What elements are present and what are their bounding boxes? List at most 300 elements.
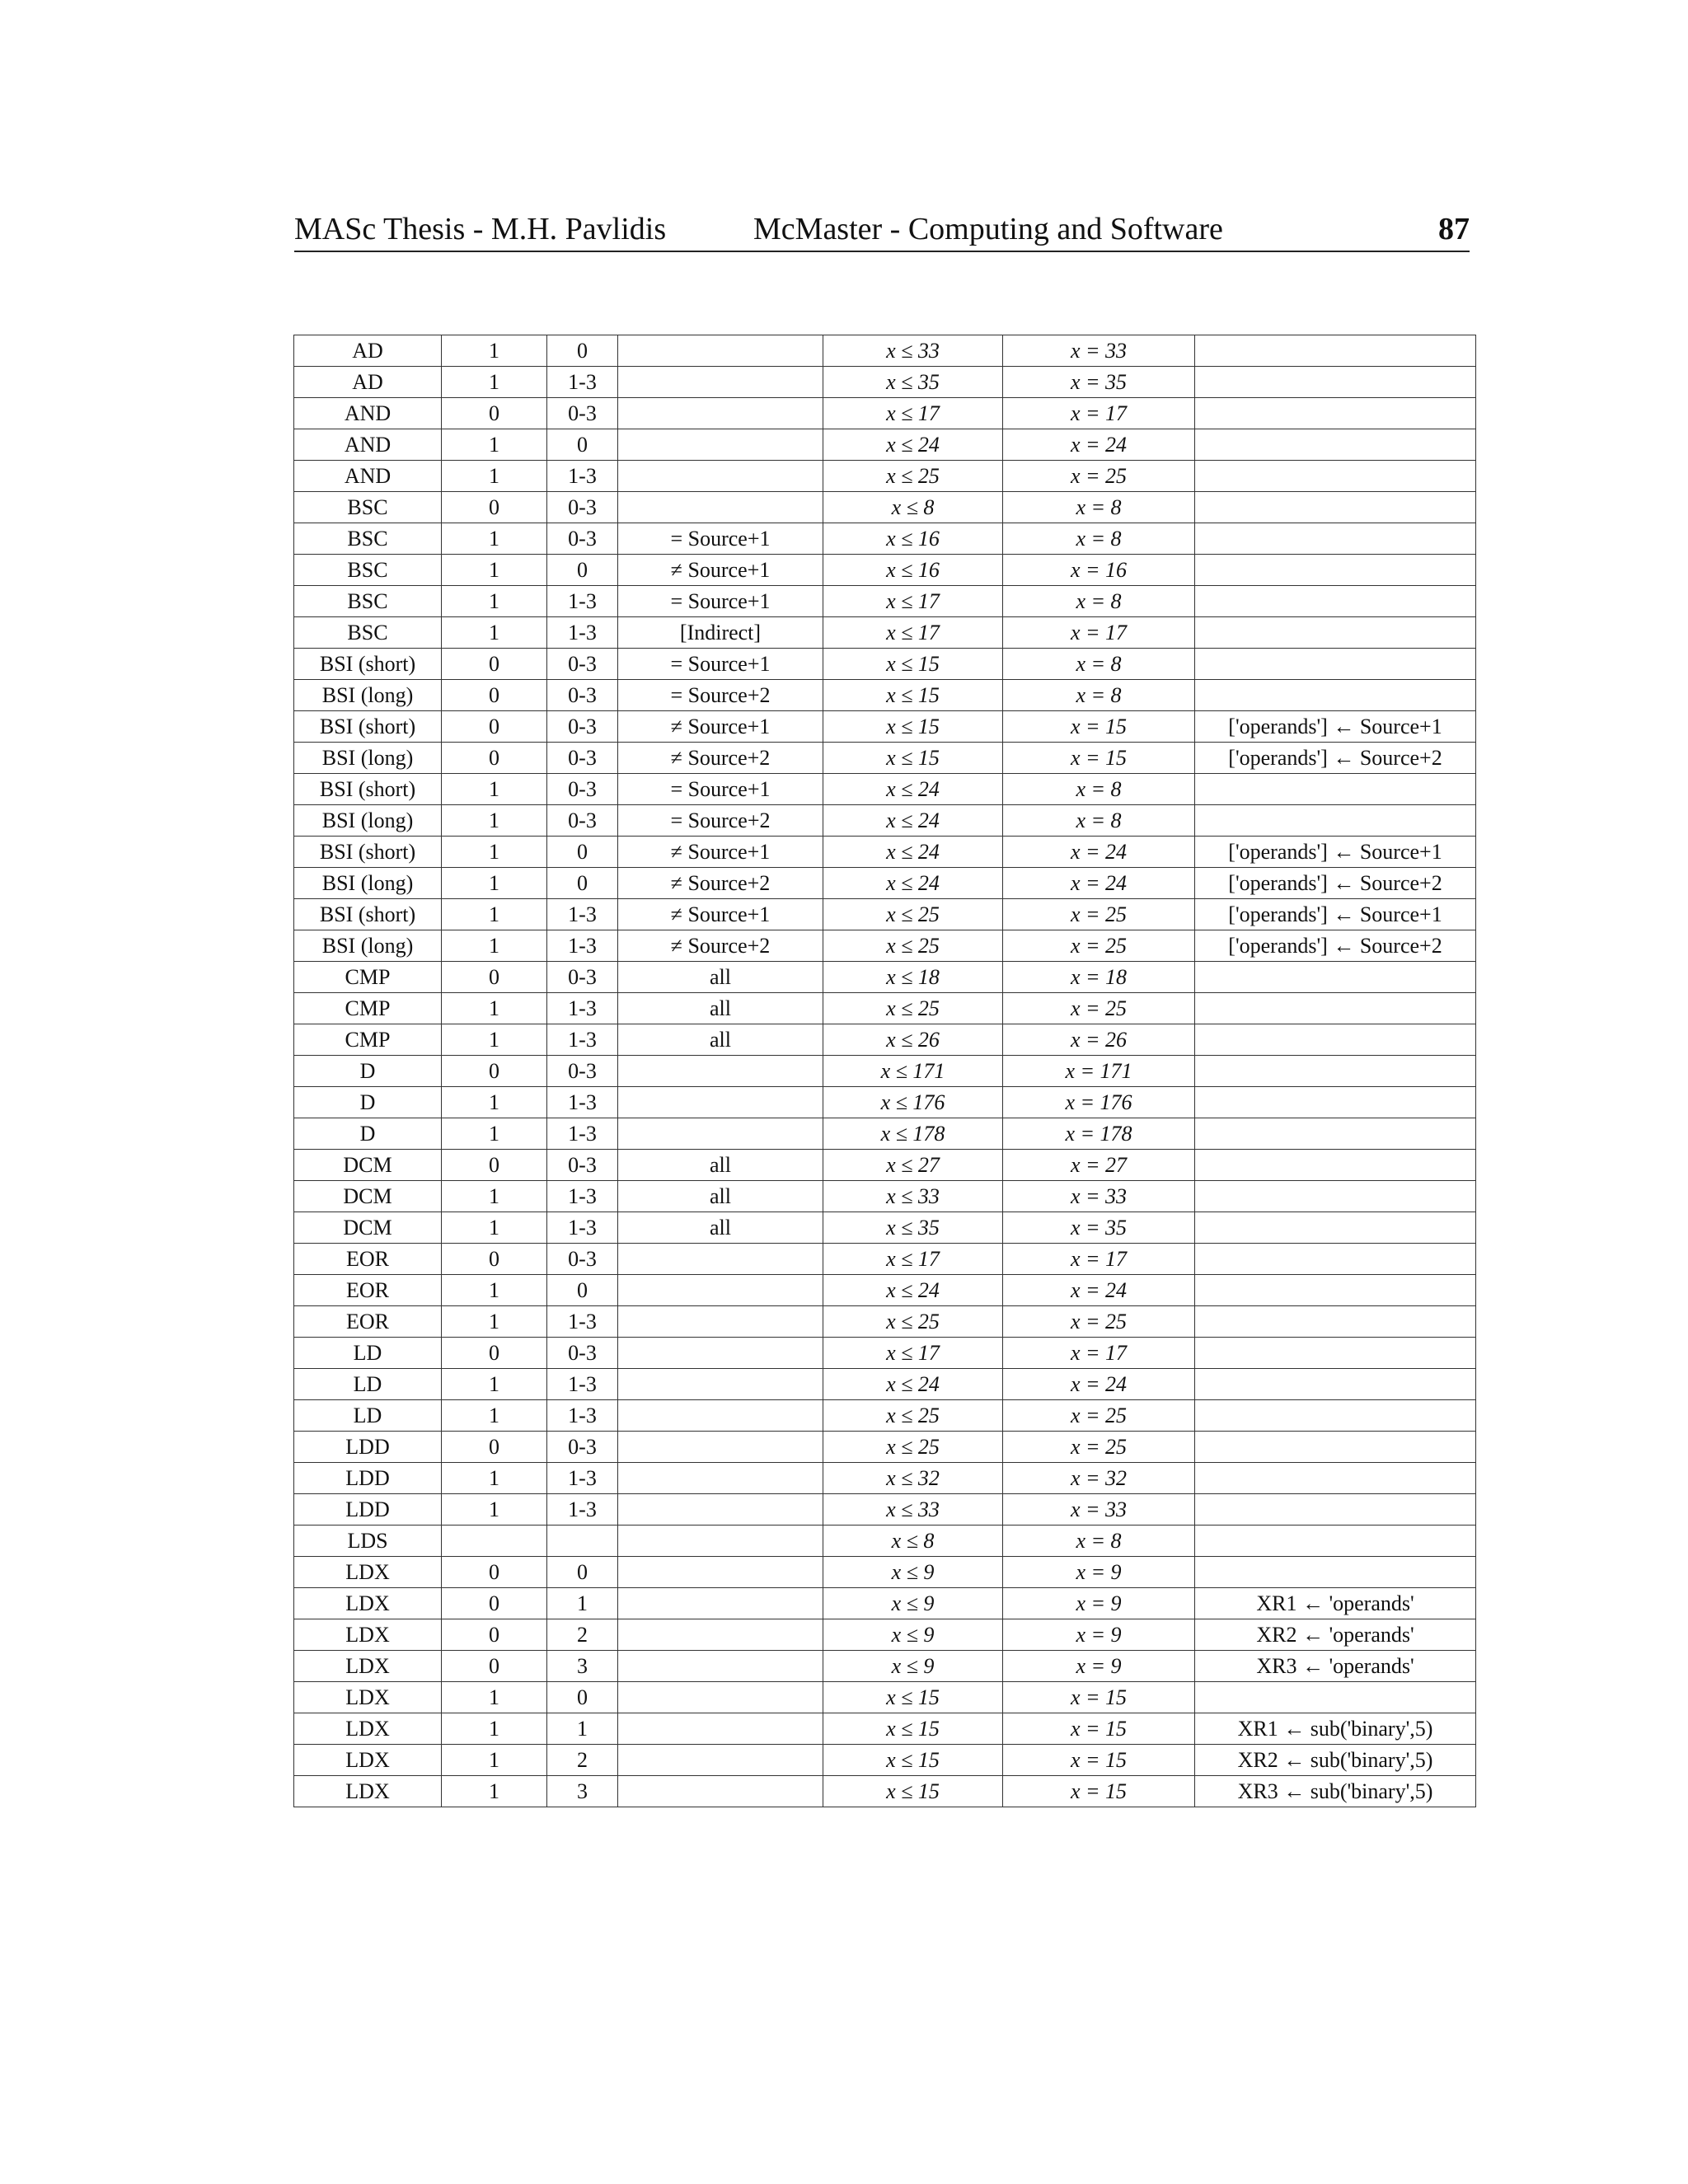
cell-tag: 1-3: [547, 586, 618, 617]
cell-tag: 1-3: [547, 617, 618, 649]
cell-instruction: LDX: [294, 1713, 442, 1745]
cell-assignment: XR2 ← 'operands': [1195, 1619, 1476, 1651]
cell-flag: 0: [442, 743, 547, 774]
cell-condition: [618, 1400, 823, 1432]
cell-condition: [618, 1244, 823, 1275]
cell-flag: 1: [442, 1713, 547, 1745]
cell-cycle-bound: x ≤ 32: [823, 1463, 1003, 1494]
cell-tag: 0-3: [547, 1056, 618, 1087]
cell-tag: 0: [547, 1557, 618, 1588]
cell-flag: 0: [442, 1056, 547, 1087]
cell-instruction: BSI (short): [294, 711, 442, 743]
cell-flag: 1: [442, 1118, 547, 1150]
cell-cycle-bound: x ≤ 15: [823, 743, 1003, 774]
cell-flag: 1: [442, 899, 547, 930]
cell-condition: [618, 1369, 823, 1400]
cell-tag: 0-3: [547, 649, 618, 680]
cell-condition: = Source+2: [618, 680, 823, 711]
cell-instruction: DCM: [294, 1150, 442, 1181]
cell-instruction: LDX: [294, 1776, 442, 1807]
cell-flag: 1: [442, 1400, 547, 1432]
cell-cycle-value: x = 24: [1003, 429, 1195, 461]
cell-tag: 0-3: [547, 962, 618, 993]
cell-flag: 1: [442, 1745, 547, 1776]
cell-flag: 0: [442, 398, 547, 429]
cell-condition: = Source+1: [618, 774, 823, 805]
cell-cycle-bound: x ≤ 25: [823, 899, 1003, 930]
cell-assignment: [1195, 492, 1476, 523]
cell-instruction: LDX: [294, 1745, 442, 1776]
cell-assignment: ['operands'] ← Source+1: [1195, 837, 1476, 868]
table-row: [294, 711, 1476, 743]
cell-flag: 0: [442, 1432, 547, 1463]
table-row: [294, 367, 1476, 398]
cell-instruction: LDX: [294, 1588, 442, 1619]
cell-cycle-value: x = 25: [1003, 899, 1195, 930]
cell-flag: 1: [442, 774, 547, 805]
cell-assignment: XR2 ← sub('binary',5): [1195, 1745, 1476, 1776]
cell-cycle-bound: x ≤ 15: [823, 1713, 1003, 1745]
header-department: McMaster - Computing and Software: [753, 212, 1223, 246]
cell-tag: 1: [547, 1588, 618, 1619]
cell-assignment: [1195, 1181, 1476, 1212]
cell-condition: [618, 1087, 823, 1118]
cell-assignment: [1195, 335, 1476, 367]
header-thesis-title: MASc Thesis - M.H. Pavlidis: [294, 212, 667, 246]
cell-instruction: LDX: [294, 1682, 442, 1713]
cell-cycle-bound: x ≤ 17: [823, 1338, 1003, 1369]
cell-instruction: BSI (long): [294, 930, 442, 962]
cell-cycle-value: x = 18: [1003, 962, 1195, 993]
table-row: [294, 1400, 1476, 1432]
cell-cycle-value: x = 25: [1003, 461, 1195, 492]
cell-instruction: DCM: [294, 1212, 442, 1244]
cell-condition: all: [618, 1150, 823, 1181]
cell-cycle-value: x = 15: [1003, 1713, 1195, 1745]
cell-instruction: BSI (long): [294, 680, 442, 711]
cell-flag: 1: [442, 930, 547, 962]
table-row: [294, 1024, 1476, 1056]
cell-assignment: [1195, 1275, 1476, 1306]
cell-assignment: [1195, 993, 1476, 1024]
cell-cycle-value: x = 9: [1003, 1651, 1195, 1682]
cell-cycle-value: x = 33: [1003, 1181, 1195, 1212]
cell-assignment: [1195, 523, 1476, 555]
cell-condition: ≠ Source+2: [618, 930, 823, 962]
cell-condition: = Source+1: [618, 523, 823, 555]
cell-condition: ≠ Source+1: [618, 555, 823, 586]
cell-cycle-bound: x ≤ 15: [823, 680, 1003, 711]
cell-instruction: EOR: [294, 1306, 442, 1338]
cell-assignment: XR1 ← sub('binary',5): [1195, 1713, 1476, 1745]
cell-assignment: [1195, 398, 1476, 429]
cell-flag: 0: [442, 1619, 547, 1651]
cell-tag: 0-3: [547, 1338, 618, 1369]
cell-instruction: D: [294, 1087, 442, 1118]
cell-condition: = Source+2: [618, 805, 823, 837]
cell-tag: 0-3: [547, 680, 618, 711]
cell-instruction: BSI (long): [294, 868, 442, 899]
cell-tag: 1-3: [547, 1494, 618, 1526]
cell-tag: 0-3: [547, 523, 618, 555]
table-row: [294, 1275, 1476, 1306]
cell-tag: 1-3: [547, 1400, 618, 1432]
cell-tag: 1-3: [547, 1369, 618, 1400]
cell-tag: 0: [547, 868, 618, 899]
cell-tag: 1-3: [547, 993, 618, 1024]
cell-assignment: ['operands'] ← Source+2: [1195, 743, 1476, 774]
cell-condition: ≠ Source+1: [618, 837, 823, 868]
cell-cycle-bound: x ≤ 27: [823, 1150, 1003, 1181]
cell-condition: all: [618, 1181, 823, 1212]
cell-instruction: AD: [294, 367, 442, 398]
cell-instruction: LDD: [294, 1432, 442, 1463]
cell-flag: 1: [442, 461, 547, 492]
table-row: [294, 837, 1476, 868]
cell-instruction: BSI (short): [294, 837, 442, 868]
cell-cycle-bound: x ≤ 171: [823, 1056, 1003, 1087]
cell-condition: ≠ Source+2: [618, 743, 823, 774]
cell-cycle-value: x = 33: [1003, 1494, 1195, 1526]
cell-flag: 1: [442, 523, 547, 555]
cell-assignment: [1195, 461, 1476, 492]
cell-tag: 2: [547, 1619, 618, 1651]
cell-condition: [618, 1338, 823, 1369]
page-number: 87: [1438, 212, 1470, 246]
cell-flag: 0: [442, 711, 547, 743]
cell-flag: 1: [442, 1494, 547, 1526]
cell-condition: [618, 1056, 823, 1087]
cell-assignment: [1195, 1400, 1476, 1432]
cell-tag: 0: [547, 1682, 618, 1713]
cell-assignment: [1195, 1463, 1476, 1494]
cell-instruction: BSC: [294, 586, 442, 617]
cell-cycle-value: x = 8: [1003, 774, 1195, 805]
cell-condition: = Source+1: [618, 586, 823, 617]
cell-cycle-bound: x ≤ 24: [823, 805, 1003, 837]
cell-assignment: [1195, 774, 1476, 805]
cell-instruction: BSC: [294, 617, 442, 649]
cell-flag: 0: [442, 1244, 547, 1275]
cell-instruction: DCM: [294, 1181, 442, 1212]
cell-instruction: EOR: [294, 1275, 442, 1306]
cell-flag: 0: [442, 962, 547, 993]
cell-tag: 1: [547, 1713, 618, 1745]
cell-assignment: XR3 ← 'operands': [1195, 1651, 1476, 1682]
cell-cycle-value: x = 9: [1003, 1588, 1195, 1619]
cell-cycle-bound: x ≤ 25: [823, 1400, 1003, 1432]
cell-flag: 1: [442, 1087, 547, 1118]
table-row: [294, 1588, 1476, 1619]
table-row: [294, 586, 1476, 617]
cell-instruction: BSC: [294, 492, 442, 523]
cell-instruction: LDX: [294, 1557, 442, 1588]
cell-cycle-bound: x ≤ 16: [823, 523, 1003, 555]
cell-cycle-bound: x ≤ 17: [823, 398, 1003, 429]
cell-assignment: [1195, 962, 1476, 993]
table-row: [294, 805, 1476, 837]
cell-tag: 1-3: [547, 899, 618, 930]
cell-cycle-value: x = 16: [1003, 555, 1195, 586]
cell-cycle-value: x = 35: [1003, 1212, 1195, 1244]
cell-condition: = Source+1: [618, 649, 823, 680]
cell-flag: 0: [442, 1588, 547, 1619]
table-row: [294, 1682, 1476, 1713]
cell-instruction: BSI (long): [294, 743, 442, 774]
cell-tag: [547, 1526, 618, 1557]
cell-cycle-value: x = 8: [1003, 680, 1195, 711]
cell-instruction: CMP: [294, 993, 442, 1024]
table-row: [294, 993, 1476, 1024]
cell-instruction: D: [294, 1056, 442, 1087]
cell-assignment: [1195, 1118, 1476, 1150]
cell-condition: [618, 429, 823, 461]
cell-cycle-bound: x ≤ 8: [823, 1526, 1003, 1557]
cell-instruction: CMP: [294, 1024, 442, 1056]
cell-cycle-value: x = 8: [1003, 649, 1195, 680]
cell-assignment: [1195, 1432, 1476, 1463]
cell-tag: 0-3: [547, 805, 618, 837]
cell-condition: [618, 1432, 823, 1463]
table-row: [294, 555, 1476, 586]
table-row: [294, 1526, 1476, 1557]
table-row: [294, 1713, 1476, 1745]
cell-instruction: LDS: [294, 1526, 442, 1557]
table-row: [294, 492, 1476, 523]
cell-cycle-bound: x ≤ 9: [823, 1619, 1003, 1651]
cell-tag: 1-3: [547, 367, 618, 398]
cell-instruction: BSI (long): [294, 805, 442, 837]
cell-assignment: [1195, 1244, 1476, 1275]
cell-assignment: ['operands'] ← Source+1: [1195, 711, 1476, 743]
table-row: [294, 1619, 1476, 1651]
cell-tag: 0-3: [547, 711, 618, 743]
cell-cycle-value: x = 9: [1003, 1557, 1195, 1588]
cell-cycle-bound: x ≤ 15: [823, 711, 1003, 743]
cell-instruction: AND: [294, 429, 442, 461]
cell-assignment: XR1 ← 'operands': [1195, 1588, 1476, 1619]
cell-flag: 1: [442, 1275, 547, 1306]
cell-cycle-value: x = 25: [1003, 1306, 1195, 1338]
cell-instruction: LDX: [294, 1651, 442, 1682]
cell-assignment: [1195, 680, 1476, 711]
cell-flag: 0: [442, 1651, 547, 1682]
cell-assignment: XR3 ← sub('binary',5): [1195, 1776, 1476, 1807]
cell-tag: 1-3: [547, 1118, 618, 1150]
cell-tag: 0-3: [547, 1432, 618, 1463]
cell-condition: [618, 1118, 823, 1150]
cell-cycle-value: x = 35: [1003, 367, 1195, 398]
cell-tag: 0: [547, 837, 618, 868]
table-row: [294, 1494, 1476, 1526]
cell-cycle-bound: x ≤ 9: [823, 1588, 1003, 1619]
cell-cycle-bound: x ≤ 35: [823, 1212, 1003, 1244]
cell-cycle-bound: x ≤ 25: [823, 930, 1003, 962]
cell-cycle-value: x = 17: [1003, 1338, 1195, 1369]
cell-flag: 1: [442, 429, 547, 461]
cell-instruction: LDX: [294, 1619, 442, 1651]
cell-assignment: [1195, 555, 1476, 586]
cell-assignment: ['operands'] ← Source+2: [1195, 930, 1476, 962]
cell-cycle-value: x = 25: [1003, 993, 1195, 1024]
table-row: [294, 1056, 1476, 1087]
cell-cycle-value: x = 8: [1003, 586, 1195, 617]
cell-cycle-bound: x ≤ 33: [823, 1181, 1003, 1212]
cell-condition: ≠ Source+1: [618, 711, 823, 743]
table-row: [294, 868, 1476, 899]
table-row: [294, 1432, 1476, 1463]
table-row: [294, 1306, 1476, 1338]
cell-condition: [Indirect]: [618, 617, 823, 649]
cell-instruction: D: [294, 1118, 442, 1150]
cell-cycle-value: x = 25: [1003, 1400, 1195, 1432]
cell-cycle-bound: x ≤ 24: [823, 1275, 1003, 1306]
cell-flag: 1: [442, 1306, 547, 1338]
cell-tag: 1-3: [547, 1024, 618, 1056]
cell-tag: 0: [547, 335, 618, 367]
cell-cycle-value: x = 171: [1003, 1056, 1195, 1087]
cell-flag: 0: [442, 1557, 547, 1588]
cell-cycle-value: x = 25: [1003, 1432, 1195, 1463]
cell-condition: [618, 1682, 823, 1713]
cell-instruction: BSI (short): [294, 649, 442, 680]
cell-tag: 0-3: [547, 1244, 618, 1275]
cell-cycle-value: x = 8: [1003, 1526, 1195, 1557]
cell-cycle-bound: x ≤ 15: [823, 649, 1003, 680]
cell-assignment: [1195, 617, 1476, 649]
cell-cycle-value: x = 176: [1003, 1087, 1195, 1118]
cell-condition: [618, 1494, 823, 1526]
cell-assignment: [1195, 1306, 1476, 1338]
cell-assignment: [1195, 1526, 1476, 1557]
cell-cycle-value: x = 15: [1003, 1682, 1195, 1713]
cell-tag: 0: [547, 555, 618, 586]
cell-tag: 0-3: [547, 1150, 618, 1181]
cell-flag: 1: [442, 335, 547, 367]
cell-tag: 1-3: [547, 1087, 618, 1118]
cell-flag: 0: [442, 649, 547, 680]
table-row: [294, 398, 1476, 429]
cell-cycle-value: x = 8: [1003, 805, 1195, 837]
cell-cycle-value: x = 24: [1003, 868, 1195, 899]
cell-assignment: [1195, 429, 1476, 461]
cell-cycle-value: x = 25: [1003, 930, 1195, 962]
cell-cycle-value: x = 17: [1003, 617, 1195, 649]
cell-condition: ≠ Source+1: [618, 899, 823, 930]
cell-assignment: [1195, 586, 1476, 617]
cell-instruction: AND: [294, 398, 442, 429]
cell-cycle-value: x = 8: [1003, 523, 1195, 555]
cell-cycle-bound: x ≤ 176: [823, 1087, 1003, 1118]
table-row: [294, 523, 1476, 555]
cell-flag: 1: [442, 1369, 547, 1400]
cell-flag: [442, 1526, 547, 1557]
cell-cycle-value: x = 27: [1003, 1150, 1195, 1181]
cell-cycle-bound: x ≤ 25: [823, 461, 1003, 492]
cell-tag: 1-3: [547, 1181, 618, 1212]
cell-flag: 0: [442, 1338, 547, 1369]
cell-cycle-bound: x ≤ 24: [823, 837, 1003, 868]
cell-cycle-value: x = 17: [1003, 398, 1195, 429]
table-row: [294, 1244, 1476, 1275]
table-row: [294, 680, 1476, 711]
cell-flag: 1: [442, 367, 547, 398]
cell-instruction: BSI (short): [294, 899, 442, 930]
cell-cycle-bound: x ≤ 33: [823, 1494, 1003, 1526]
cell-condition: [618, 1463, 823, 1494]
cell-flag: 1: [442, 1181, 547, 1212]
cell-cycle-value: x = 32: [1003, 1463, 1195, 1494]
table-row: [294, 899, 1476, 930]
cell-cycle-value: x = 15: [1003, 743, 1195, 774]
cell-assignment: [1195, 1024, 1476, 1056]
cell-cycle-bound: x ≤ 24: [823, 1369, 1003, 1400]
cell-cycle-bound: x ≤ 15: [823, 1682, 1003, 1713]
cell-condition: [618, 492, 823, 523]
cell-cycle-value: x = 33: [1003, 335, 1195, 367]
cell-condition: ≠ Source+2: [618, 868, 823, 899]
cell-tag: 3: [547, 1651, 618, 1682]
table-body: [294, 335, 1476, 1807]
cell-cycle-bound: x ≤ 178: [823, 1118, 1003, 1150]
page-header: [294, 208, 1470, 252]
cell-flag: 1: [442, 1024, 547, 1056]
cell-tag: 0: [547, 429, 618, 461]
cell-cycle-bound: x ≤ 15: [823, 1745, 1003, 1776]
cell-condition: [618, 1557, 823, 1588]
cell-instruction: LDD: [294, 1463, 442, 1494]
cell-instruction: LD: [294, 1400, 442, 1432]
cell-cycle-bound: x ≤ 35: [823, 367, 1003, 398]
table-row: [294, 1369, 1476, 1400]
cell-condition: [618, 1745, 823, 1776]
cell-condition: all: [618, 993, 823, 1024]
cell-flag: 0: [442, 680, 547, 711]
table-row: [294, 1651, 1476, 1682]
cell-condition: [618, 398, 823, 429]
cell-cycle-bound: x ≤ 17: [823, 617, 1003, 649]
cell-cycle-bound: x ≤ 24: [823, 774, 1003, 805]
cell-cycle-value: x = 15: [1003, 711, 1195, 743]
cell-condition: [618, 1619, 823, 1651]
cell-assignment: [1195, 1682, 1476, 1713]
cell-instruction: AD: [294, 335, 442, 367]
table-row: [294, 1745, 1476, 1776]
table-row: [294, 1150, 1476, 1181]
cell-tag: 1-3: [547, 461, 618, 492]
cell-cycle-value: x = 15: [1003, 1776, 1195, 1807]
cell-cycle-value: x = 178: [1003, 1118, 1195, 1150]
cell-condition: [618, 1306, 823, 1338]
cell-cycle-bound: x ≤ 18: [823, 962, 1003, 993]
cell-cycle-value: x = 17: [1003, 1244, 1195, 1275]
cell-flag: 1: [442, 805, 547, 837]
cell-cycle-bound: x ≤ 25: [823, 1306, 1003, 1338]
cell-flag: 1: [442, 1463, 547, 1494]
cell-tag: 3: [547, 1776, 618, 1807]
cell-assignment: [1195, 1212, 1476, 1244]
cell-flag: 1: [442, 555, 547, 586]
cell-instruction: EOR: [294, 1244, 442, 1275]
cell-tag: 1-3: [547, 1306, 618, 1338]
table-row: [294, 962, 1476, 993]
cell-flag: 1: [442, 617, 547, 649]
cell-cycle-bound: x ≤ 9: [823, 1557, 1003, 1588]
cell-condition: [618, 1588, 823, 1619]
cell-assignment: [1195, 805, 1476, 837]
table-row: [294, 1087, 1476, 1118]
cell-assignment: [1195, 1056, 1476, 1087]
